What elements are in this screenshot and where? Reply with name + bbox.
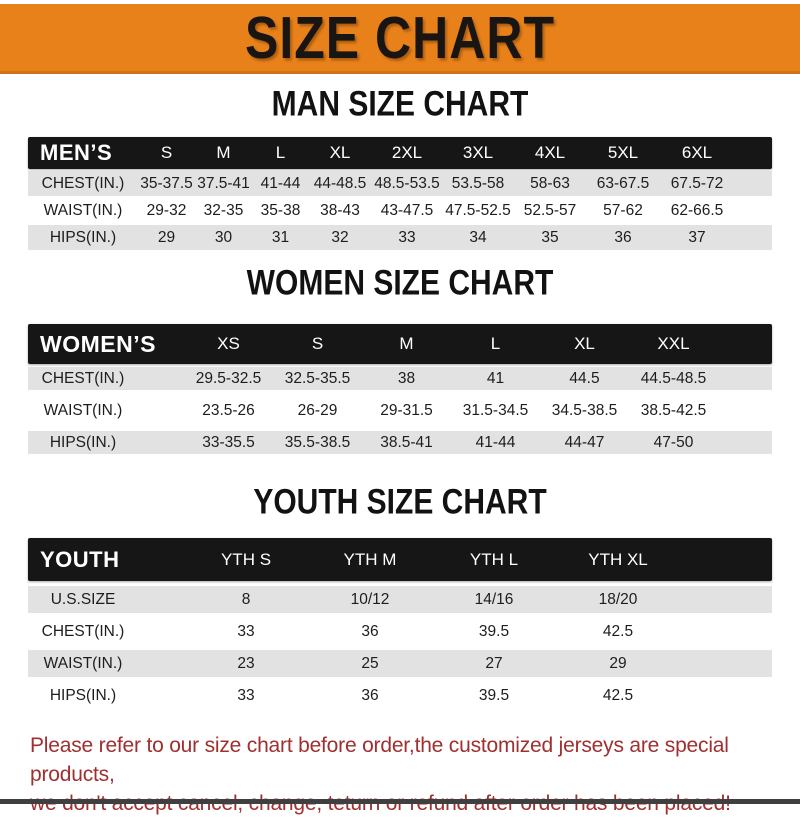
size-value: 39.5 — [478, 622, 510, 640]
table-row — [28, 431, 772, 454]
column-header: XS — [217, 334, 240, 353]
column-header: 5XL — [607, 143, 639, 162]
table-corner-label: YOUTH — [40, 546, 120, 572]
size-value: 31 — [271, 228, 290, 246]
size-value: 23 — [237, 654, 255, 672]
row-label: WAIST(IN.) — [43, 654, 123, 672]
size-value: 38 — [397, 369, 416, 387]
section-title: MAN SIZE CHART — [271, 84, 529, 124]
row-label: CHEST(IN.) — [41, 369, 125, 387]
column-header: L — [275, 143, 286, 162]
column-header: 2XL — [391, 143, 423, 162]
size-value: 44-47 — [564, 433, 605, 451]
size-value: 14/16 — [474, 590, 514, 608]
size-value: 44-48.5 — [313, 174, 367, 192]
size-chart-section — [0, 263, 800, 454]
size-value: 47.5-52.5 — [445, 201, 511, 219]
size-value: 52.5-57 — [523, 201, 577, 219]
size-value: 35-37.5 — [140, 174, 193, 192]
column-header: M — [216, 143, 231, 162]
size-value: 37.5-41 — [197, 174, 250, 192]
size-value: 37 — [688, 228, 706, 246]
size-value: 43-47.5 — [380, 201, 434, 219]
row-label: HIPS(IN.) — [49, 686, 117, 704]
size-value: 48.5-53.5 — [374, 174, 440, 192]
size-value: 23.5-26 — [202, 401, 255, 419]
column-header: L — [490, 334, 501, 353]
size-value: 38.5-42.5 — [640, 401, 707, 419]
size-value: 58-63 — [530, 174, 570, 192]
table-header-row — [28, 324, 772, 364]
size-value: 53.5-58 — [451, 174, 505, 192]
size-value: 44.5 — [569, 369, 600, 387]
column-header: YTH XL — [588, 549, 648, 569]
size-value: 38.5-41 — [380, 433, 433, 451]
size-value: 26-29 — [297, 401, 338, 419]
column-header: 6XL — [681, 143, 713, 162]
table-row — [28, 171, 772, 196]
size-value: 67.5-72 — [670, 174, 724, 192]
section-title: WOMEN SIZE CHART — [246, 263, 554, 303]
size-value: 25 — [361, 654, 379, 672]
size-value: 29-32 — [146, 201, 187, 219]
row-label: HIPS(IN.) — [49, 433, 117, 451]
size-table — [28, 538, 772, 709]
column-header: XL — [329, 143, 351, 162]
size-value: 33-35.5 — [202, 433, 255, 451]
column-header: YTH L — [469, 549, 519, 569]
size-chart-section — [0, 84, 800, 250]
size-value: 18/20 — [598, 590, 638, 608]
table-row — [28, 367, 772, 390]
size-value: 33 — [398, 228, 416, 246]
table-row — [28, 682, 772, 709]
size-value: 63-67.5 — [596, 174, 650, 192]
table-row — [28, 650, 772, 677]
table-row — [28, 618, 772, 645]
banner — [0, 4, 800, 74]
table-corner-label: WOMEN’S — [40, 330, 156, 357]
footer-note — [30, 731, 770, 818]
column-header: M — [399, 334, 414, 353]
size-value: 36 — [361, 686, 379, 704]
size-value: 36 — [361, 622, 379, 640]
size-value: 27 — [485, 654, 503, 672]
size-value: 32-35 — [203, 201, 244, 219]
table-corner-label: MEN’S — [40, 140, 113, 165]
table-row — [28, 225, 772, 250]
size-value: 42.5 — [602, 622, 634, 640]
size-value: 31.5-34.5 — [462, 401, 529, 419]
table-header-row — [28, 137, 772, 169]
row-label: WAIST(IN.) — [43, 401, 123, 419]
size-value: 35 — [541, 228, 559, 246]
size-value: 47-50 — [653, 433, 694, 451]
footer-line-1: Please refer to our size chart before order,the customized jerseys are special products, — [30, 734, 729, 786]
size-value: 32 — [331, 228, 349, 246]
size-value: 41-44 — [260, 174, 301, 192]
size-value: 42.5 — [602, 686, 634, 704]
table-header-row — [28, 538, 772, 581]
column-header: YTH M — [343, 549, 397, 569]
size-value: 36 — [614, 228, 632, 246]
size-value: 35-38 — [260, 201, 301, 219]
size-value: 34 — [469, 228, 487, 246]
size-value: 29-31.5 — [380, 401, 433, 419]
size-value: 29.5-32.5 — [195, 369, 262, 387]
column-header: 3XL — [462, 143, 494, 162]
size-value: 57-62 — [603, 201, 643, 219]
table-row — [28, 399, 772, 422]
banner-title: SIZE CHART — [245, 4, 555, 71]
size-value: 30 — [214, 228, 233, 246]
size-value: 33 — [237, 622, 255, 640]
row-label: HIPS(IN.) — [49, 228, 117, 246]
row-label: U.S.SIZE — [50, 590, 116, 608]
table-row — [28, 586, 772, 613]
size-table — [28, 137, 772, 250]
size-value: 39.5 — [478, 686, 510, 704]
size-value: 32.5-35.5 — [284, 369, 351, 387]
size-value: 34.5-38.5 — [551, 401, 618, 419]
size-value: 8 — [241, 590, 251, 608]
size-chart-section — [0, 482, 800, 709]
row-label: CHEST(IN.) — [41, 622, 125, 640]
size-value: 35.5-38.5 — [284, 433, 351, 451]
size-value: 41-44 — [475, 433, 516, 451]
size-table — [28, 324, 772, 454]
column-header: S — [311, 334, 324, 353]
section-title: YOUTH SIZE CHART — [253, 482, 547, 522]
column-header: 4XL — [534, 143, 566, 162]
size-value: 41 — [486, 369, 505, 387]
size-charts — [0, 84, 800, 709]
size-value: 29 — [609, 654, 627, 672]
size-value: 44.5-48.5 — [640, 369, 707, 387]
row-label: WAIST(IN.) — [43, 201, 123, 219]
column-header: XL — [574, 334, 595, 353]
column-header: YTH S — [220, 549, 272, 569]
column-header: XXL — [657, 334, 690, 353]
column-header: S — [160, 143, 173, 162]
size-value: 33 — [237, 686, 255, 704]
row-label: CHEST(IN.) — [41, 174, 125, 192]
size-value: 62-66.5 — [670, 201, 724, 219]
size-value: 10/12 — [350, 590, 390, 608]
table-row — [28, 198, 772, 223]
size-value: 29 — [157, 228, 176, 246]
size-value: 38-43 — [320, 201, 360, 219]
